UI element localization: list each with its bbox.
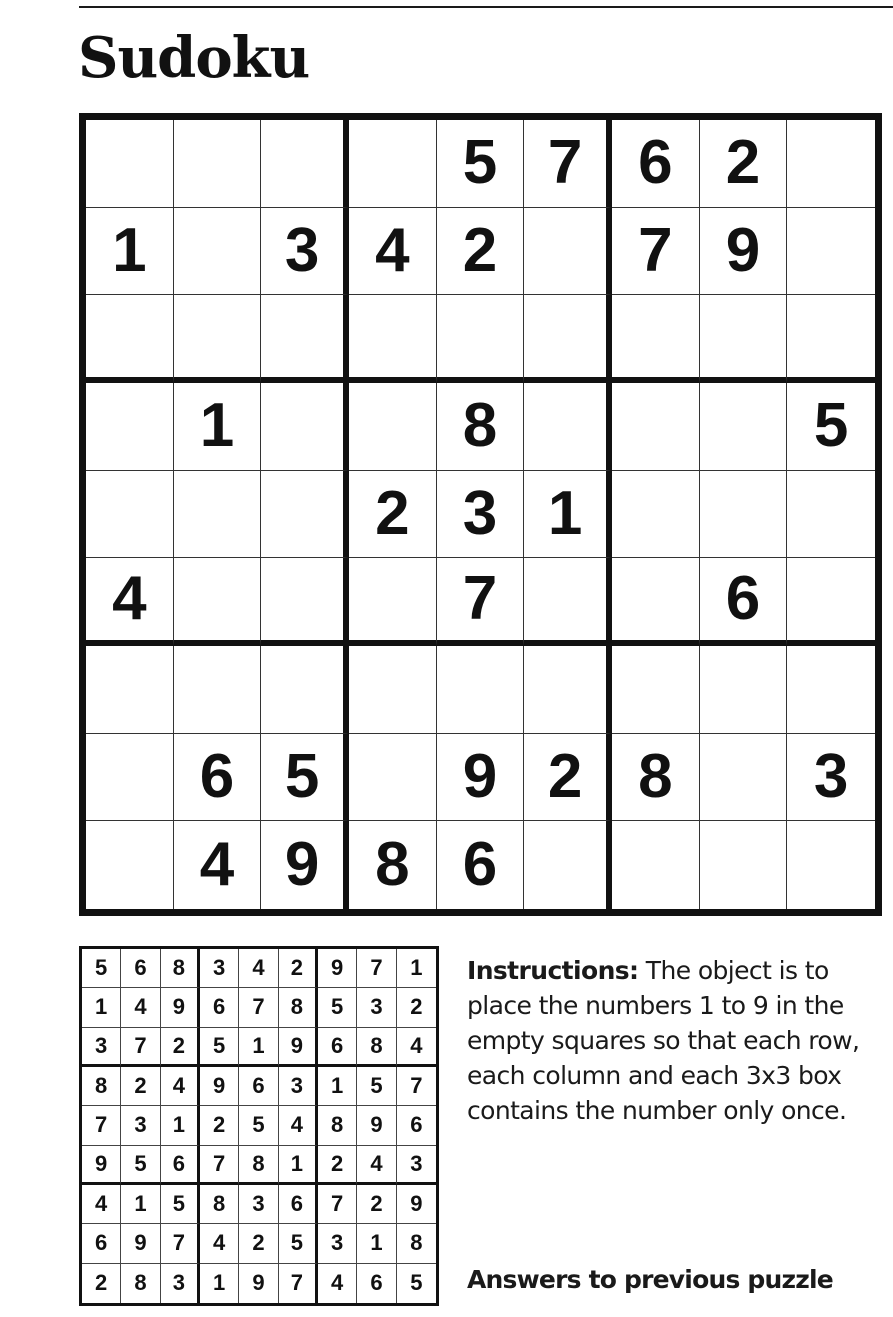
sudoku-cell: 8 [437,383,525,471]
sudoku-cell[interactable] [174,471,262,559]
sudoku-cell[interactable] [524,821,612,909]
answer-cell: 1 [161,1106,200,1145]
sudoku-cell[interactable] [700,295,788,383]
sudoku-cell[interactable] [261,295,349,383]
sudoku-cell: 7 [524,120,612,208]
answer-cell: 7 [161,1224,200,1263]
sudoku-cell: 5 [261,734,349,822]
answer-cell: 7 [82,1106,121,1145]
answer-cell: 1 [82,988,121,1027]
answer-cell: 6 [200,988,239,1027]
answer-cell: 9 [279,1028,318,1067]
answer-cell: 5 [357,1067,396,1106]
sudoku-cell: 4 [174,821,262,909]
sudoku-cell[interactable] [612,383,700,471]
sudoku-cell: 9 [261,821,349,909]
sudoku-cell[interactable] [524,646,612,734]
answer-cell: 9 [397,1185,436,1224]
answer-cell: 6 [121,949,160,988]
answers-caption: Answers to previous puzzle [467,1265,833,1294]
answer-cell: 1 [279,1146,318,1185]
sudoku-cell[interactable] [261,120,349,208]
sudoku-cell[interactable] [349,120,437,208]
answer-cell: 3 [279,1067,318,1106]
previous-answers-grid [79,946,439,1306]
sudoku-cell: 5 [787,383,875,471]
answer-cell: 2 [279,949,318,988]
sudoku-cell[interactable] [86,383,174,471]
answer-cell: 7 [357,949,396,988]
answer-cell: 4 [279,1106,318,1145]
answer-cell: 8 [200,1185,239,1224]
sudoku-cell: 6 [612,120,700,208]
sudoku-cell[interactable] [261,558,349,646]
answer-cell: 6 [357,1264,396,1303]
answer-cell: 8 [239,1146,278,1185]
answer-cell: 4 [161,1067,200,1106]
instructions [467,953,867,1128]
answer-cell: 4 [121,988,160,1027]
answer-cell: 4 [200,1224,239,1263]
answer-cell: 9 [318,949,357,988]
answer-cell: 9 [121,1224,160,1263]
sudoku-cell[interactable] [349,646,437,734]
sudoku-cell: 1 [86,208,174,296]
answer-cell: 5 [239,1106,278,1145]
sudoku-cell: 2 [437,208,525,296]
sudoku-cell[interactable] [700,734,788,822]
answer-cell: 4 [397,1028,436,1067]
answer-cell: 1 [397,949,436,988]
sudoku-cell[interactable] [86,734,174,822]
sudoku-cell[interactable] [437,295,525,383]
sudoku-cell[interactable] [787,295,875,383]
answer-cell: 9 [82,1146,121,1185]
answer-cell: 2 [357,1185,396,1224]
sudoku-cell[interactable] [174,558,262,646]
sudoku-cell[interactable] [261,471,349,559]
answer-cell: 8 [121,1264,160,1303]
sudoku-cell[interactable] [349,558,437,646]
page-title: Sudoku [78,25,310,91]
answer-cell: 5 [200,1028,239,1067]
sudoku-cell: 1 [524,471,612,559]
answer-cell: 3 [397,1146,436,1185]
answer-cell: 8 [161,949,200,988]
answer-cell: 7 [200,1146,239,1185]
sudoku-cell: 6 [437,821,525,909]
answer-cell: 5 [318,988,357,1027]
sudoku-cell[interactable] [612,558,700,646]
sudoku-cell: 9 [700,208,788,296]
sudoku-cell: 6 [174,734,262,822]
sudoku-cell[interactable] [174,295,262,383]
answer-cell: 1 [121,1185,160,1224]
answer-cell: 9 [357,1106,396,1145]
sudoku-cell[interactable] [86,646,174,734]
answer-cell: 2 [121,1067,160,1106]
answer-cell: 6 [318,1028,357,1067]
answer-cell: 8 [397,1224,436,1263]
answer-cell: 4 [82,1185,121,1224]
answer-cell: 5 [161,1185,200,1224]
sudoku-cell: 4 [349,208,437,296]
answer-cell: 3 [357,988,396,1027]
sudoku-cell[interactable] [86,471,174,559]
answer-cell: 2 [397,988,436,1027]
answer-cell: 3 [82,1028,121,1067]
sudoku-cell[interactable] [349,383,437,471]
answer-cell: 7 [121,1028,160,1067]
answer-cell: 1 [357,1224,396,1263]
sudoku-cell[interactable] [700,646,788,734]
answer-cell: 2 [239,1224,278,1263]
sudoku-cell: 2 [349,471,437,559]
sudoku-cell[interactable] [612,295,700,383]
sudoku-cell[interactable] [349,734,437,822]
sudoku-cell[interactable] [787,558,875,646]
sudoku-cell[interactable] [612,471,700,559]
answer-cell: 7 [318,1185,357,1224]
sudoku-cell[interactable] [174,646,262,734]
answer-cell: 3 [239,1185,278,1224]
answer-cell: 3 [161,1264,200,1303]
sudoku-cell: 3 [261,208,349,296]
sudoku-cell[interactable] [437,646,525,734]
answer-cell: 9 [161,988,200,1027]
sudoku-cell[interactable] [787,821,875,909]
answer-cell: 9 [239,1264,278,1303]
answer-cell: 1 [239,1028,278,1067]
answer-cell: 6 [279,1185,318,1224]
sudoku-cell[interactable] [787,471,875,559]
answer-cell: 2 [82,1264,121,1303]
answer-cell: 2 [318,1146,357,1185]
answer-cell: 4 [239,949,278,988]
instructions-lead: Instructions: [467,956,639,985]
sudoku-cell[interactable] [612,821,700,909]
sudoku-cell: 4 [86,558,174,646]
sudoku-cell: 5 [437,120,525,208]
answer-cell: 7 [397,1067,436,1106]
sudoku-cell: 2 [700,120,788,208]
sudoku-cell[interactable] [524,558,612,646]
sudoku-cell[interactable] [524,383,612,471]
sudoku-cell: 6 [700,558,788,646]
sudoku-cell[interactable] [524,295,612,383]
sudoku-cell[interactable] [349,295,437,383]
answer-cell: 9 [200,1067,239,1106]
sudoku-cell[interactable] [700,821,788,909]
answer-cell: 6 [239,1067,278,1106]
answer-cell: 7 [279,1264,318,1303]
sudoku-cell[interactable] [86,120,174,208]
answer-cell: 1 [200,1264,239,1303]
sudoku-cell: 7 [612,208,700,296]
sudoku-cell: 2 [524,734,612,822]
answer-cell: 4 [318,1264,357,1303]
sudoku-cell: 9 [437,734,525,822]
answer-cell: 2 [161,1028,200,1067]
sudoku-cell: 7 [437,558,525,646]
top-rule [79,6,893,8]
sudoku-cell[interactable] [787,646,875,734]
sudoku-cell[interactable] [86,295,174,383]
answer-cell: 5 [279,1224,318,1263]
sudoku-cell[interactable] [86,821,174,909]
answer-cell: 6 [397,1106,436,1145]
sudoku-cell[interactable] [700,383,788,471]
sudoku-cell: 8 [349,821,437,909]
answer-cell: 3 [318,1224,357,1263]
sudoku-cell[interactable] [174,120,262,208]
answer-cell: 1 [318,1067,357,1106]
instructions-text: The object is to place the numbers 1 to 9 in the empty squares so that each row, each column and each 3x3 box contains the number only once. [467,956,860,1125]
sudoku-cell[interactable] [700,471,788,559]
sudoku-cell: 1 [174,383,262,471]
sudoku-cell[interactable] [787,208,875,296]
answer-cell: 7 [239,988,278,1027]
answer-cell: 8 [357,1028,396,1067]
sudoku-puzzle-grid [79,113,882,916]
answer-cell: 5 [121,1146,160,1185]
answer-cell: 4 [357,1146,396,1185]
sudoku-cell[interactable] [174,208,262,296]
answer-cell: 3 [121,1106,160,1145]
answer-cell: 6 [161,1146,200,1185]
sudoku-cell: 3 [437,471,525,559]
sudoku-cell[interactable] [261,646,349,734]
sudoku-cell[interactable] [524,208,612,296]
answer-cell: 3 [200,949,239,988]
sudoku-cell: 8 [612,734,700,822]
answer-cell: 8 [318,1106,357,1145]
answer-cell: 5 [82,949,121,988]
answer-cell: 8 [279,988,318,1027]
sudoku-cell: 3 [787,734,875,822]
answer-cell: 2 [200,1106,239,1145]
answer-cell: 6 [82,1224,121,1263]
sudoku-cell[interactable] [612,646,700,734]
sudoku-cell[interactable] [261,383,349,471]
answer-cell: 8 [82,1067,121,1106]
sudoku-cell[interactable] [787,120,875,208]
answer-cell: 5 [410,1270,423,1296]
